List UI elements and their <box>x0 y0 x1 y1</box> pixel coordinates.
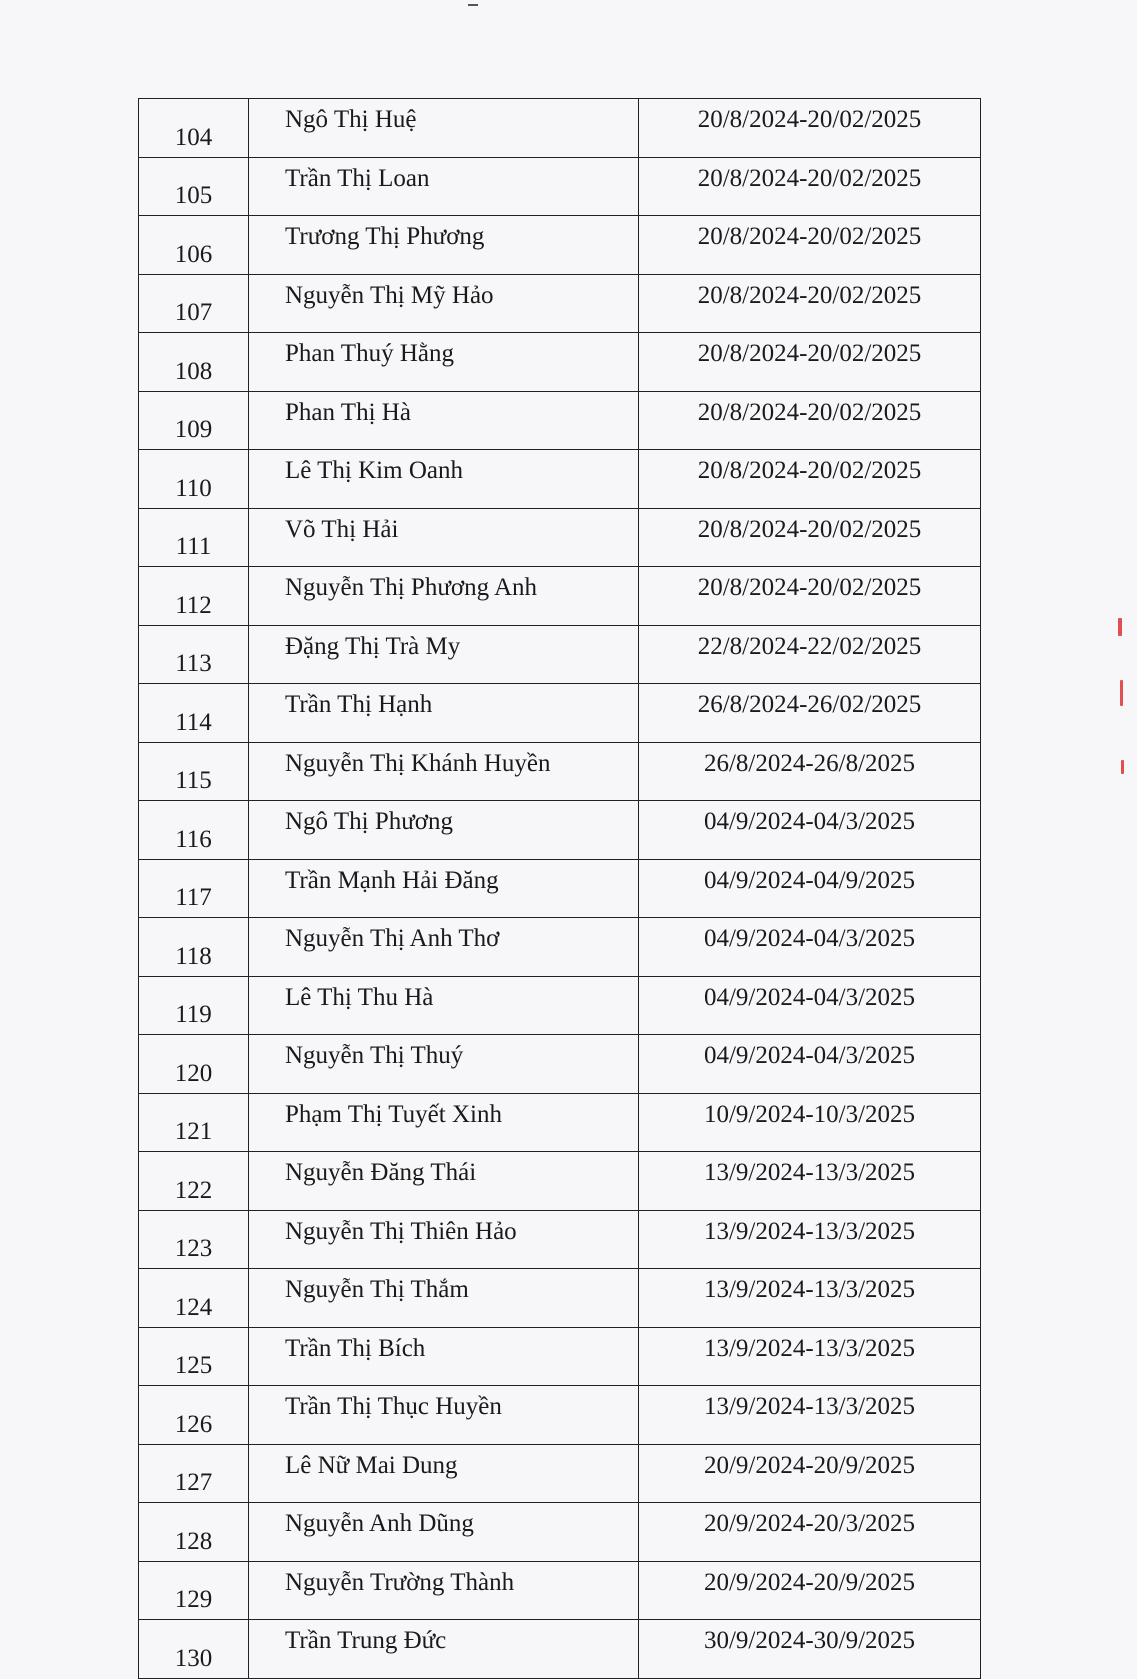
date-range: 10/9/2024-10/3/2025 <box>639 1093 981 1152</box>
person-name: Đặng Thị Trà My <box>249 625 639 684</box>
row-number: 117 <box>139 859 249 918</box>
person-name: Nguyễn Trường Thành <box>249 1561 639 1620</box>
table-row <box>139 1620 981 1679</box>
date-range: 13/9/2024-13/3/2025 <box>639 1386 981 1445</box>
date-range: 20/8/2024-20/02/2025 <box>639 157 981 216</box>
date-range: 04/9/2024-04/3/2025 <box>639 918 981 977</box>
table-row <box>139 1093 981 1152</box>
date-range: 04/9/2024-04/9/2025 <box>639 859 981 918</box>
row-number: 110 <box>139 450 249 509</box>
person-name: Trần Thị Thục Huyền <box>249 1386 639 1445</box>
person-name: Nguyễn Thị Phương Anh <box>249 567 639 626</box>
date-range: 20/8/2024-20/02/2025 <box>639 99 981 158</box>
person-name: Nguyễn Đăng Thái <box>249 1152 639 1211</box>
row-number: 128 <box>139 1503 249 1562</box>
row-number: 113 <box>139 625 249 684</box>
row-number: 109 <box>139 391 249 450</box>
person-name: Lê Nữ Mai Dung <box>249 1444 639 1503</box>
row-number: 130 <box>139 1620 249 1679</box>
date-range: 20/9/2024-20/3/2025 <box>639 1503 981 1562</box>
date-range: 20/9/2024-20/9/2025 <box>639 1444 981 1503</box>
roster-body <box>139 99 981 1679</box>
row-number: 125 <box>139 1327 249 1386</box>
person-name: Phan Thuý Hằng <box>249 333 639 392</box>
row-number: 123 <box>139 1210 249 1269</box>
margin-stamp-mark <box>1120 680 1123 706</box>
date-range: 20/8/2024-20/02/2025 <box>639 450 981 509</box>
row-number: 126 <box>139 1386 249 1445</box>
table-row <box>139 450 981 509</box>
date-range: 13/9/2024-13/3/2025 <box>639 1210 981 1269</box>
person-name: Phan Thị Hà <box>249 391 639 450</box>
person-name: Lê Thị Thu Hà <box>249 976 639 1035</box>
date-range: 20/8/2024-20/02/2025 <box>639 333 981 392</box>
table-row <box>139 1035 981 1094</box>
row-number: 124 <box>139 1269 249 1328</box>
date-range: 22/8/2024-22/02/2025 <box>639 625 981 684</box>
person-name: Nguyễn Thị Thắm <box>249 1269 639 1328</box>
table-row <box>139 1444 981 1503</box>
table-row <box>139 1386 981 1445</box>
date-range: 04/9/2024-04/3/2025 <box>639 1035 981 1094</box>
date-range: 30/9/2024-30/9/2025 <box>639 1620 981 1679</box>
scan-mark <box>468 4 478 6</box>
table-row <box>139 684 981 743</box>
person-name: Nguyễn Thị Mỹ Hảo <box>249 274 639 333</box>
roster-table <box>138 98 981 1679</box>
table-row <box>139 157 981 216</box>
row-number: 104 <box>139 99 249 158</box>
table-row <box>139 742 981 801</box>
person-name: Trần Trung Đức <box>249 1620 639 1679</box>
table-row <box>139 567 981 626</box>
table-row <box>139 333 981 392</box>
row-number: 120 <box>139 1035 249 1094</box>
date-range: 20/8/2024-20/02/2025 <box>639 567 981 626</box>
person-name: Phạm Thị Tuyết Xinh <box>249 1093 639 1152</box>
date-range: 20/8/2024-20/02/2025 <box>639 216 981 275</box>
row-number: 118 <box>139 918 249 977</box>
person-name: Trần Thị Hạnh <box>249 684 639 743</box>
table-row <box>139 216 981 275</box>
person-name: Nguyễn Anh Dũng <box>249 1503 639 1562</box>
date-range: 26/8/2024-26/02/2025 <box>639 684 981 743</box>
table-row <box>139 1561 981 1620</box>
table-row <box>139 1503 981 1562</box>
date-range: 20/8/2024-20/02/2025 <box>639 274 981 333</box>
date-range: 20/8/2024-20/02/2025 <box>639 508 981 567</box>
person-name: Võ Thị Hải <box>249 508 639 567</box>
row-number: 108 <box>139 333 249 392</box>
date-range: 04/9/2024-04/3/2025 <box>639 801 981 860</box>
margin-stamp-mark <box>1118 618 1122 636</box>
person-name: Ngô Thị Phương <box>249 801 639 860</box>
table-row <box>139 99 981 158</box>
margin-stamp-mark <box>1121 760 1124 774</box>
table-row <box>139 391 981 450</box>
person-name: Trần Mạnh Hải Đăng <box>249 859 639 918</box>
row-number: 127 <box>139 1444 249 1503</box>
table-row <box>139 625 981 684</box>
row-number: 115 <box>139 742 249 801</box>
table-row <box>139 1327 981 1386</box>
person-name: Nguyễn Thị Khánh Huyền <box>249 742 639 801</box>
person-name: Trương Thị Phương <box>249 216 639 275</box>
person-name: Nguyễn Thị Anh Thơ <box>249 918 639 977</box>
row-number: 111 <box>139 508 249 567</box>
row-number: 122 <box>139 1152 249 1211</box>
table-row <box>139 976 981 1035</box>
row-number: 119 <box>139 976 249 1035</box>
row-number: 106 <box>139 216 249 275</box>
row-number: 105 <box>139 157 249 216</box>
row-number: 114 <box>139 684 249 743</box>
table-row <box>139 1152 981 1211</box>
date-range: 13/9/2024-13/3/2025 <box>639 1327 981 1386</box>
table-row <box>139 508 981 567</box>
person-name: Trần Thị Bích <box>249 1327 639 1386</box>
date-range: 26/8/2024-26/8/2025 <box>639 742 981 801</box>
row-number: 116 <box>139 801 249 860</box>
table-row <box>139 859 981 918</box>
date-range: 20/9/2024-20/9/2025 <box>639 1561 981 1620</box>
table-row <box>139 274 981 333</box>
person-name: Nguyễn Thị Thiên Hảo <box>249 1210 639 1269</box>
date-range: 13/9/2024-13/3/2025 <box>639 1269 981 1328</box>
table-row <box>139 801 981 860</box>
table-row <box>139 1210 981 1269</box>
row-number: 121 <box>139 1093 249 1152</box>
table-row <box>139 918 981 977</box>
row-number: 129 <box>139 1561 249 1620</box>
date-range: 13/9/2024-13/3/2025 <box>639 1152 981 1211</box>
person-name: Trần Thị Loan <box>249 157 639 216</box>
date-range: 20/8/2024-20/02/2025 <box>639 391 981 450</box>
row-number: 112 <box>139 567 249 626</box>
person-name: Nguyễn Thị Thuý <box>249 1035 639 1094</box>
person-name: Lê Thị Kim Oanh <box>249 450 639 509</box>
date-range: 04/9/2024-04/3/2025 <box>639 976 981 1035</box>
table-row <box>139 1269 981 1328</box>
person-name: Ngô Thị Huệ <box>249 99 639 158</box>
row-number: 107 <box>139 274 249 333</box>
